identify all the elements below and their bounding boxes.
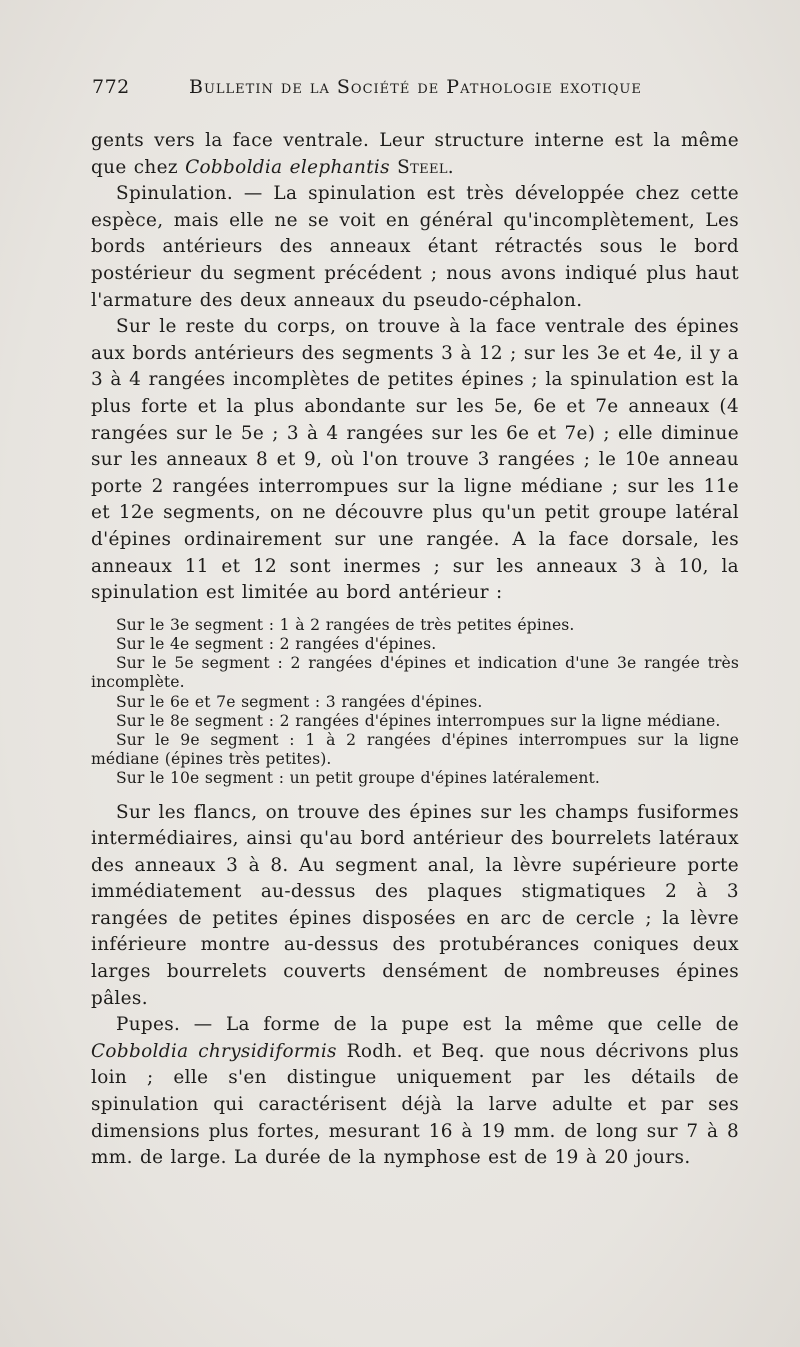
page-header — [92, 76, 732, 106]
list-item: Sur le 6e et 7e segment : 3 rangées d'épines. — [116, 692, 483, 711]
list-item: Sur le 10e segment : un petit groupe d'épines latéralement. — [116, 769, 600, 788]
article-body — [91, 128, 739, 1172]
list-item: Sur le 3e segment : 1 à 2 rangées de très petites épines. — [116, 615, 575, 634]
paragraph-spinulation: Spinulation. — La spinulation est très développée chez cette espèce, mais elle ne se voit en général qu'incomplètement, Les bords antérieurs des anneaux étant rétractés sous le bord postérieur du segment précédent ; nous avons indiqué plus haut l'armature des deux anneaux du pseudo-céphalon. — [91, 183, 739, 311]
list-item: Sur le 8e segment : 2 rangées d'épines interrompues sur la ligne médiane. — [116, 711, 721, 730]
text-run: Rodh. et Beq. que nous décrivons plus loin ; elle s'en distingue uniquement par les détails de spinulation qui caractérisent déjà la larve adulte et par ses dimensions plus fortes, mesurant 16 à 19 mm. de long sur 7 à 8 mm. de large. La durée de la nymphose est de 19 à 20 jours. — [91, 1040, 739, 1169]
text-run: gents vers la face ventrale. Leur structure interne est la même que chez — [91, 130, 739, 178]
segment-list — [91, 616, 739, 789]
list-item: Sur le 9e segment : 1 à 2 rangées d'épines interrompues sur la ligne médiane (épines très petites). — [91, 730, 739, 769]
paragraph-body-spines: Sur le reste du corps, on trouve à la face ventrale des épines aux bords antérieurs des segments 3 à 12 ; sur les 3e et 4e, il y a 3 à 4 rangées incomplètes de petites épines ; la spinulation est la plus forte et la plus abondante sur les 5e, 6e et 7e anneaux (4 rangées sur le 5e ; 3 à 4 rangées sur les 6e et 7e) ; elle diminue sur les anneaux 8 et 9, où l'on trouve 3 rangées ; le 10e anneau porte 2 rangées interrompues sur la ligne médiane ; sur les 11e et 12e segments, on ne découvre plus qu'un petit groupe latéral d'épines ordinairement sur une rangée. A la face dorsale, les anneaux 11 et 12 sont inermes ; sur les anneaux 3 à 10, la spinulation est limitée au bord antérieur : — [91, 316, 739, 604]
author-name: Steel. — [397, 156, 454, 178]
list-item: Sur le 4e segment : 2 rangées d'épines. — [116, 634, 437, 653]
paragraph-pupes — [91, 1012, 739, 1172]
paragraph-flancs: Sur les flancs, on trouve des épines sur les champs fusiformes intermédiaires, ainsi qu'au bord antérieur des bourrelets latéraux des anneaux 3 à 8. Au segment anal, la lèvre supérieure porte immédiatement au-dessus des plaques stigmatiques 2 à 3 rangées de petites épines disposées en arc de cercle ; la lèvre inférieure montre au-dessus des protubérances coniques deux larges bourrelets couverts densément de nombreuses épines pâles. — [91, 801, 739, 1009]
running-title: Bulletin de la Société de Pathologie exotique — [189, 76, 642, 98]
paragraph-continuation — [91, 128, 739, 181]
page-number: 772 — [92, 76, 130, 98]
species-name: Cobboldia chrysidiformis — [91, 1040, 337, 1062]
text-run: Pupes. — La forme de la pupe est la même que celle de — [116, 1014, 739, 1036]
species-name: Cobboldia elephantis — [185, 156, 390, 178]
list-item: Sur le 5e segment : 2 rangées d'épines et indication d'une 3e rangée très incomplète. — [91, 654, 739, 692]
